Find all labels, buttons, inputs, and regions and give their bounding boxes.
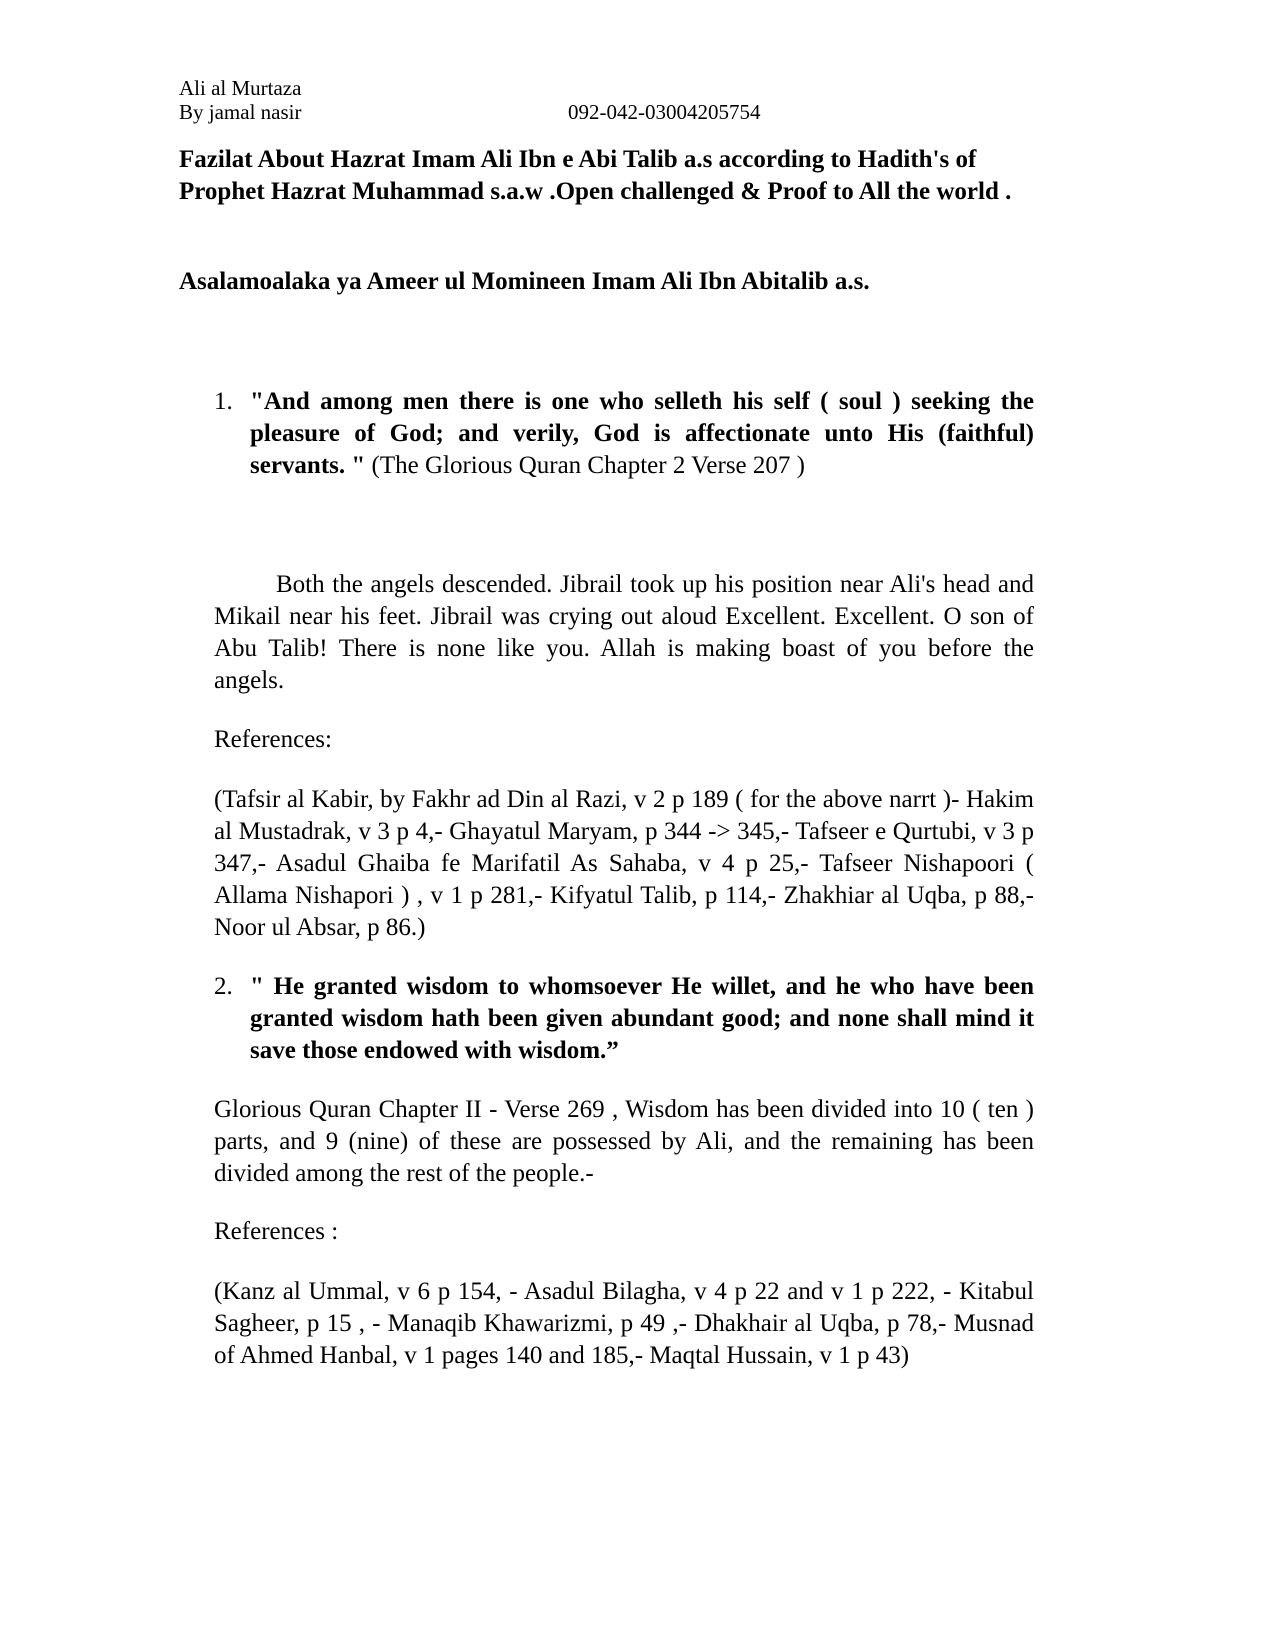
- header-title: Ali al Murtaza: [179, 76, 302, 100]
- list-item-body: [250, 971, 1034, 1067]
- list-item-number: 2.: [214, 973, 233, 1000]
- main-title: Fazilat About Hazrat Imam Ali Ibn e Abi Talib a.s according to Hadith's of Prophet Hazrat Muhammad s.a.w .Open challenged & Proof to All the world .: [179, 146, 1012, 205]
- references-list: (Kanz al Ummal, v 6 p 154, - Asadul Bilagha, v 4 p 22 and v 1 p 222, - Kitabul Sagheer, p 15 , - Manaqib Khawarizmi, p 49 ,- Dhakhair al Uqba, p 78,- Musnad of Ahmed Hanbal, v 1 pages 140 and 185,- Maqtal Hussain, v 1 p 43): [214, 1278, 1034, 1369]
- list-item-1: [214, 386, 1034, 482]
- list-item-number: 1.: [214, 388, 233, 415]
- quran-quote: " He granted wisdom to whomsoever He willet, and he who have been granted wisdom hath been given abundant good; and none shall mind it save those endowed with wisdom.”: [250, 973, 1034, 1064]
- header-author: By jamal nasir: [179, 100, 302, 124]
- list-item-2: [214, 971, 1034, 1067]
- greeting: Asalamoalaka ya Ameer ul Momineen Imam Ali Ibn Abitalib a.s.: [179, 268, 870, 295]
- list-item-body: [250, 386, 1034, 482]
- references-label: References :: [214, 1218, 339, 1245]
- header-phone: 092-042-03004205754: [568, 100, 761, 124]
- verse-paragraph: Glorious Quran Chapter II - Verse 269 , Wisdom has been divided into 10 ( ten ) parts, and 9 (nine) of these are possessed by Ali, and the remaining has been divided among the rest of the people.-: [214, 1096, 1034, 1187]
- references-label: References:: [214, 726, 332, 753]
- narration-paragraph: Both the angels descended. Jibrail took up his position near Ali's head and Mikail near his feet. Jibrail was crying out aloud Excellent. Excellent. O son of Abu Talib! There is none like you. Allah is making boast of you before the angels.: [214, 571, 1034, 694]
- quran-quote: "And among men there is one who selleth his self ( soul ) seeking the pleasure of God; and verily, God is affectionate unto His (faithful) servants. ": [250, 388, 1034, 479]
- references-list: (Tafsir al Kabir, by Fakhr ad Din al Razi, v 2 p 189 ( for the above narrt )- Hakim al Mustadrak, v 3 p 4,- Ghayatul Maryam, p 344 -> 345,- Tafseer e Qurtubi, v 3 p 347,- Asadul Ghaiba fe Marifatil As Sahaba, v 4 p 25,- Tafseer Nishapoori ( Allama Nishapori ) , v 1 p 281,- Kifyatul Talib, p 114,- Zhakhiar al Uqba, p 88,- Noor ul Absar, p 86.): [214, 786, 1034, 941]
- quran-citation: (The Glorious Quran Chapter 2 Verse 207 ): [365, 452, 805, 479]
